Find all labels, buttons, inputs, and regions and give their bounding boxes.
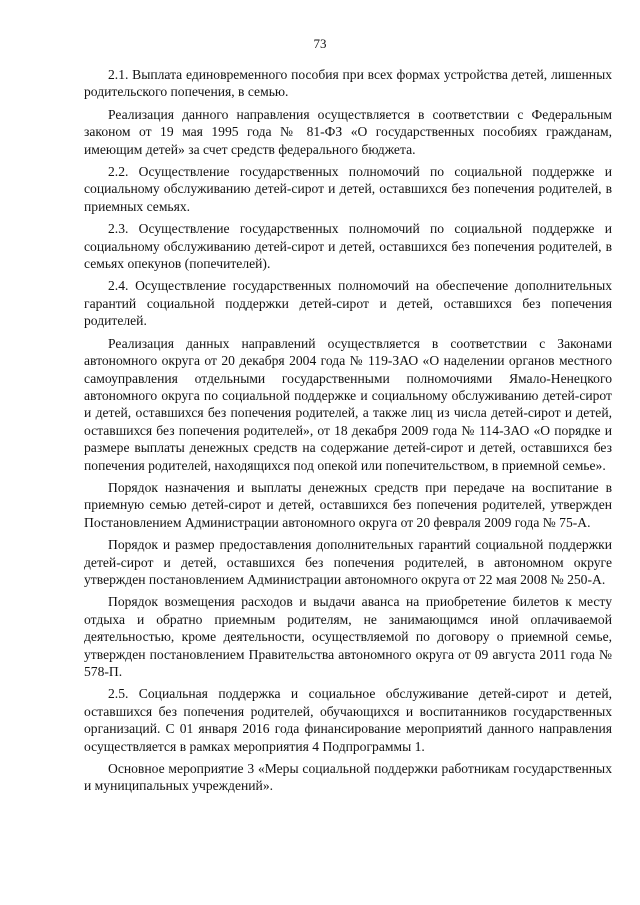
paragraph-2-4: 2.4. Осуществление государственных полномочий на обеспечение дополнительных гарантий социальной поддержки детей-сирот и детей, оставшихся без попечения родителей. — [84, 278, 612, 329]
document-body — [84, 66, 612, 800]
paragraph-2-1-implementation: Реализация данного направления осуществляется в соответствии с Федеральным законом от 19 мая 1995 года № 81-ФЗ «О государственных пособиях гражданам, имеющим детей» за счет средств федерального бюджета. — [84, 106, 612, 157]
paragraph-2-1: 2.1. Выплата единовременного пособия при всех формах устройства детей, лишенных родительского попечения, в семью. — [84, 67, 612, 100]
paragraph-2-5: 2.5. Социальная поддержка и социальное обслуживание детей-сирот и детей, оставшихся без попечения родителей, обучающихся и воспитанников государственных организаций. С 01 января 2016 года финансирование мероприятий данного направления осуществляется в рамках мероприятия 4 Подпрограммы 1. — [84, 686, 612, 754]
paragraph-reimbursement-procedure: Порядок возмещения расходов и выдачи аванса на приобретение билетов к месту отдыха и обратно приемным родителям, не занимающимся иной оплачиваемой деятельностью, кроме деятельности, осуществляемой по договору о приемной семье, утвержден постановлением Правительства автономного округа от 09 августа 2011 года № 578-П. — [84, 594, 612, 679]
paragraph-guarantees-procedure: Порядок и размер предоставления дополнительных гарантий социальной поддержки детей-сирот и детей, оставшихся без попечения родителей, в автономном округе утвержден постановлением Администрации автономного округа от 22 мая 2008 № 250-А. — [84, 537, 612, 587]
page-number: 73 — [313, 36, 327, 51]
paragraph-main-measure-3: Основное мероприятие 3 «Меры социальной поддержки работникам государственных и муниципальных учреждений». — [84, 761, 612, 794]
paragraph-2-3: 2.3. Осуществление государственных полномочий по социальной поддержке и социальному обслуживанию детей-сирот и детей, оставшихся без попечения родителей, в семьях опекунов (попечителей). — [84, 221, 612, 272]
paragraph-2-2: 2.2. Осуществление государственных полномочий по социальной поддержке и социальному обслуживанию детей-сирот и детей, оставшихся без попечения родителей, в приемных семьях. — [84, 164, 612, 214]
paragraph-payment-procedure: Порядок назначения и выплаты денежных средств при передаче на воспитание в приемную семью детей-сирот и детей, оставшихся без попечения родителей, утвержден Постановлением Администрации автономного округа от 20 февраля 2009 года № 75-А. — [84, 479, 612, 530]
paragraph-laws-implementation: Реализация данных направлений осуществляется в соответствии с Законами автономного округа от 20 декабря 2004 года № 119-ЗАО «О наделении органов местного самоуправления отдельными государственными полномочиями Ямало-Ненецкого автономного округа по социальной поддержке и социальному обслуживанию детей-сирот и детей, оставшихся без попечения родителей, а также лиц из числа детей-сирот и детей, оставшихся без попечения родителей», от 18 декабря 2009 года № 114-ЗАО «О порядке и размере выплаты денежных средств на содержание детей-сирот и детей, оставшихся без попечения родителей, находящихся под опекой или попечительством, в приемной семье». — [84, 335, 612, 473]
